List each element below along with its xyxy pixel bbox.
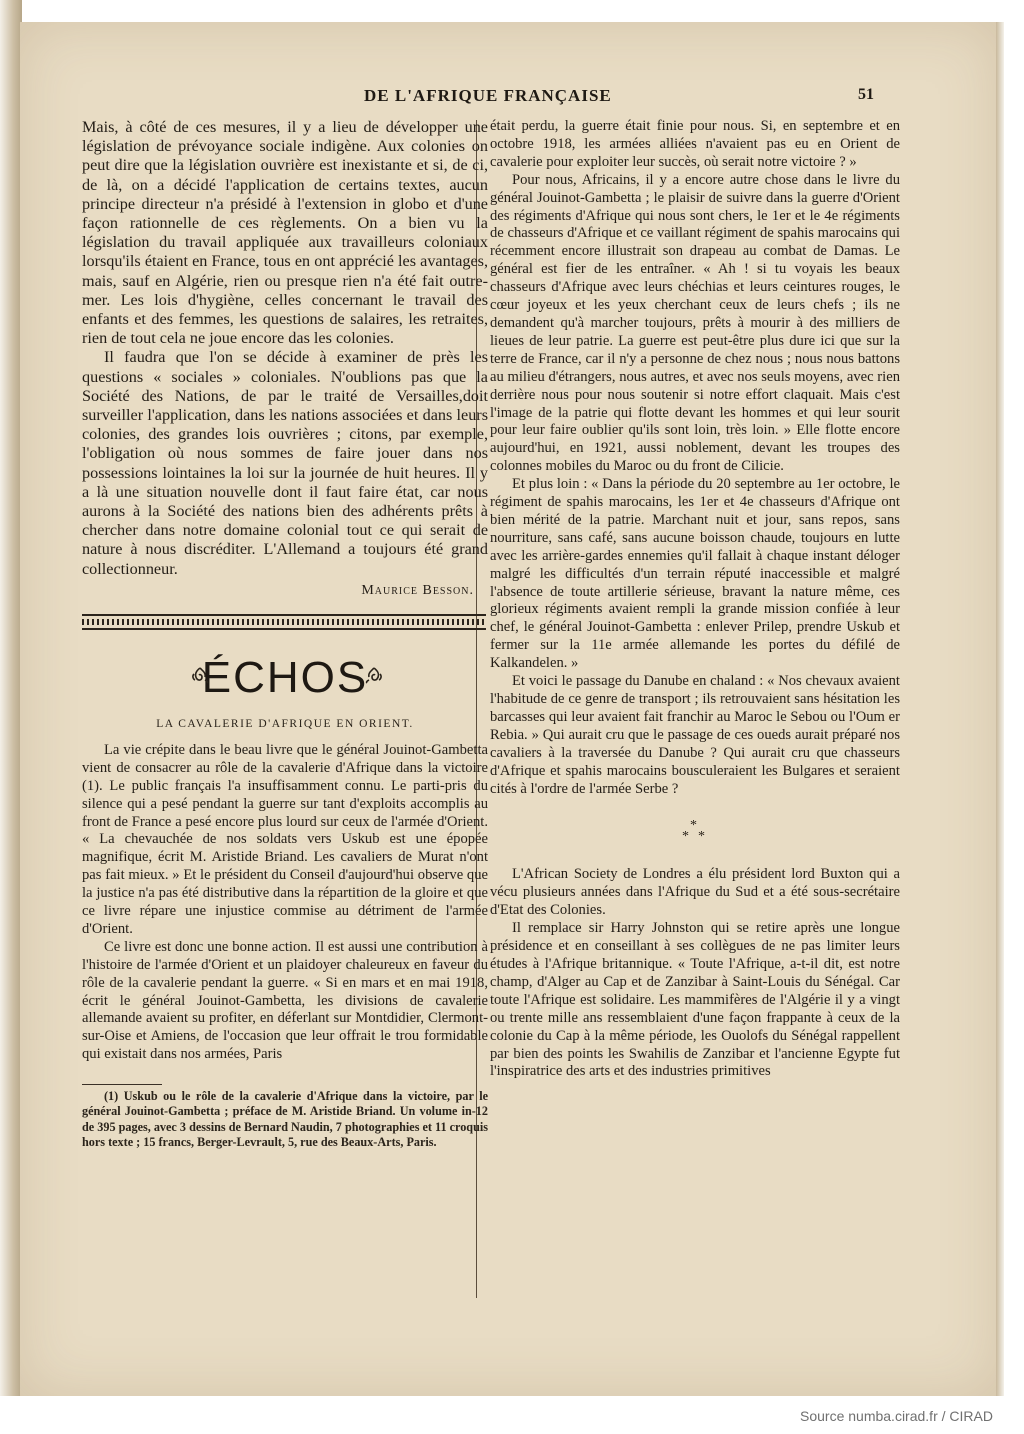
paragraph: Ce livre est donc une bonne action. Il est aussi une contribution à l'histoire de l'armée d'Orient et un plaidoyer chaleureux en faveur du rôle de la cavalerie pendant la guerre. « Si en mars et en mai 1918, écrit le général Jouinot-Gambetta, les divisions de cavalerie allemande avaient su profiter, en déferlant sur Montdidier, Clermont-sur-Oise et Amiens, de l'occasion que leur offrait le trou formidable qui existait dans nos armées, Paris — [82, 938, 488, 1063]
paragraph: Et voici le passage du Danube en chaland : « Nos chevaux avaient l'habitude de ce genre de transport ; ils retrouvaient sans hésitation les barcasses qui leur avaient fait franchir au Maroc le Sebou ou l'Oum er Rebia. » Qui aurait cru que le passage de ces oueds aurait préparé nos cavaliers à la traversée du Danube ? Qui aurait cru que chasseurs d'Afrique et spahis marocains bousculeraient les Bulgares et seraient cités à l'ordre de l'armée Serbe ? — [490, 673, 900, 797]
page-header — [20, 86, 998, 110]
page-binding-edge — [0, 0, 22, 1396]
page-right-edge — [996, 22, 1004, 1396]
footnote-rule — [82, 1084, 162, 1085]
asterism-star: * — [690, 818, 697, 834]
ornamental-rule — [82, 614, 486, 630]
section-header — [82, 650, 488, 706]
asterism — [490, 818, 900, 854]
scanned-page — [20, 22, 998, 1396]
paragraph: Il remplace sir Harry Johnston qui se retire après une longue présidence et en conseillant à ses collègues de ne pas limiter leurs études à l'Afrique britannique. « Toute l'Afrique, a-t-il dit, est notre champ, d'Alger au Cap et de Zanzibar à Saint-Louis du Sénégal. Car toute l'Afrique est solidaire. Les mammifères de l'Algérie il y a vingt ou trente mille ans ressemblaient d'une façon frappante à ceux de la colonie du Cap à la même période, les Ouolofs du Sénégal rappellent par bien des points les Swahilis de Zanzibar et l'ancienne Egypte fut l'inspiratrice des arts et des industries primitives — [490, 920, 900, 1080]
article-title: LA CAVALERIE D'AFRIQUE EN ORIENT. — [156, 717, 414, 730]
running-head: DE L'AFRIQUE FRANÇAISE — [364, 86, 612, 105]
paragraph: L'African Society de Londres a élu président lord Buxton qui a vécu plusieurs années dans l'Afrique du Sud et a été sous-secrétaire d'Etat des Colonies. — [490, 866, 900, 919]
page-number: 51 — [858, 86, 874, 103]
paragraph: Mais, à côté de ces mesures, il y a lieu de développer une législation de prévoyance sociale indigène. Aux colonies on peut dire que la législation ouvrière est inexistante et si, de ci, de là, on a décidé l'application de certains textes, aucun principe directeur n'a présidé à l'extension in globo et d'une façon rationnelle de ces règlements. On a bien vu la législation du travail appliquée aux travailleurs coloniaux lorsqu'ils étaient en France, tous en ont apprécié les avantages, mais, sauf en Algérie, rien ou presque rien n'a été fait outre-mer. Les lois d'hygiène, celles concernant le travail des enfants et des femmes, les questions de salaires, les retraites, rien de tout cela ne joue encore das les colonies. — [82, 118, 488, 348]
paragraph: Et plus loin : « Dans la période du 20 septembre au 1er octobre, le régiment de spahis marocains, les 1er et 4e chasseurs d'Afrique ont bien mérité de la patrie. Marchant nuit et jour, sans repos, sans nourriture, sans café, sans aucune boisson chaude, toujours en lutte avec les arrière-gardes ennemies qu'il fallait à chaque instant déloger malgré les difficultés d'un terrain réputé inaccessible et malgré l'absence de toute artillerie sérieuse, bravant la nature même, ces glorieux régiments avaient rempli la grande mission confiée à leur chef, le général Jouinot-Gambetta : enlever Prilep, prendre Uskub et fermer sur la 11e armée allemande les portes du défilé de Kalkandelen. » — [490, 476, 900, 672]
author-signature: Maurice Besson. — [361, 582, 474, 598]
paragraph: La vie crépite dans le beau livre que le général Jouinot-Gambetta vient de consacrer au rôle de la cavalerie d'Afrique dans la victoire (1). Le public français l'a insuffisamment connu. Le parti-pris du silence qui a pesé pendant la guerre sur tant d'exploits accomplis au front de France a pesé encore plus lourd sur ceux de l'armée d'Orient. « La chevauchée de nos soldats vers Uskub est une épopée magnifique, écrit M. Aristide Briand. Les cavaliers de Murat n'ont pas fait mieux. » Et le président du Conseil d'aujourd'hui observe que la justice n'a pas été distributive dans la répartition de la gloire et que ce livre répare une injustice commise au détriment de l'armée d'Orient. — [82, 741, 488, 937]
paragraph: était perdu, la guerre était finie pour nous. Si, en septembre et en octobre 1918, les armées alliées n'avaient pas eu en Orient de cavalerie pour exploiter leur succès, où serait notre victoire ? » — [490, 118, 900, 170]
fleuron-left-icon — [190, 665, 210, 685]
footnote: (1) Uskub ou le rôle de la cavalerie d'Afrique dans la victoire, par le général Jouinot-Gambetta ; préface de M. Aristide Briand. Un volume in-12 de 395 pages, avec 3 dessins de Bernard Naudin, 7 photographies et 11 croquis hors texte ; 15 francs, Berger-Levrault, 5, rue des Beaux-Arts, Paris. — [82, 1089, 488, 1149]
fleuron-right-icon — [364, 665, 384, 685]
paragraph: Pour nous, Africains, il y a encore autre chose dans le livre du général Jouinot-Gambetta ; le plaisir de suivre dans la guerre d'Orient des régiments d'Afrique qui nous sont chers, le 1er et le 4e régiments de chasseurs d'Afrique et ce vaillant régiment de spahis marocains qui récemment encore illustrait son drapeau au combat de Damas. Le général est fier de les entraîner. « Ah ! si tu voyais les beaux chasseurs d'Afrique avec leurs chéchias et leurs ceintures rouges, le cœur joyeux et les yeux cherchant ceux de leurs chefs ; ils ne demandent qu'à marcher toujours, prêts à mourir à des milliers de lieues de leur patrie. La guerre est peut-être plus dure ici que sur la terre de France, car il n'y a personne de chez nous ; nous nous battons au milieu d'étrangers, nous autres, et avec nos seuls moyens, avec rien derrière nous pour nous soutenir si notre effort claquait. Mais c'est l'image de la patrie qui flotte devant les hommes et qui leur sourit pour leur faire oublier qu'ils sont loin, très loin. » Elle flotte encore aujourd'hui, en 1921, aussi noblement, devant les troupes des colonnes mobiles du Maroc ou du front de Cilicie. — [490, 171, 900, 475]
asterism-star: * — [698, 829, 705, 845]
left-column — [82, 118, 488, 1150]
section-title-echos: ÉCHOS — [201, 652, 369, 702]
source-credit-link[interactable]: Source numba.cirad.fr / CIRAD — [800, 1408, 993, 1424]
asterism-star: * — [682, 829, 689, 845]
right-column — [490, 118, 900, 1081]
paragraph: Il faudra que l'on se décide à examiner de près les questions « sociales » coloniales. N'oublions pas que la Société des Nations, de par le traité de Versailles,doit surveiller l'application, dans les nations associées et dans leurs colonies, des grandes lois ouvrières ; citons, par exemple, l'obligation où nous sommes de faire jouer dans nos possessions lointaines la loi sur la journée de huit heures. Il y a là une situation nouvelle dont il faut faire état, car nous aurons à la Société des nations bien des adhérents prêts à chercher dans notre domaine colonial tout ce qui serait de nature à nous discréditer. L'Allemand a toujours été grand collectionneur. — [82, 348, 488, 578]
